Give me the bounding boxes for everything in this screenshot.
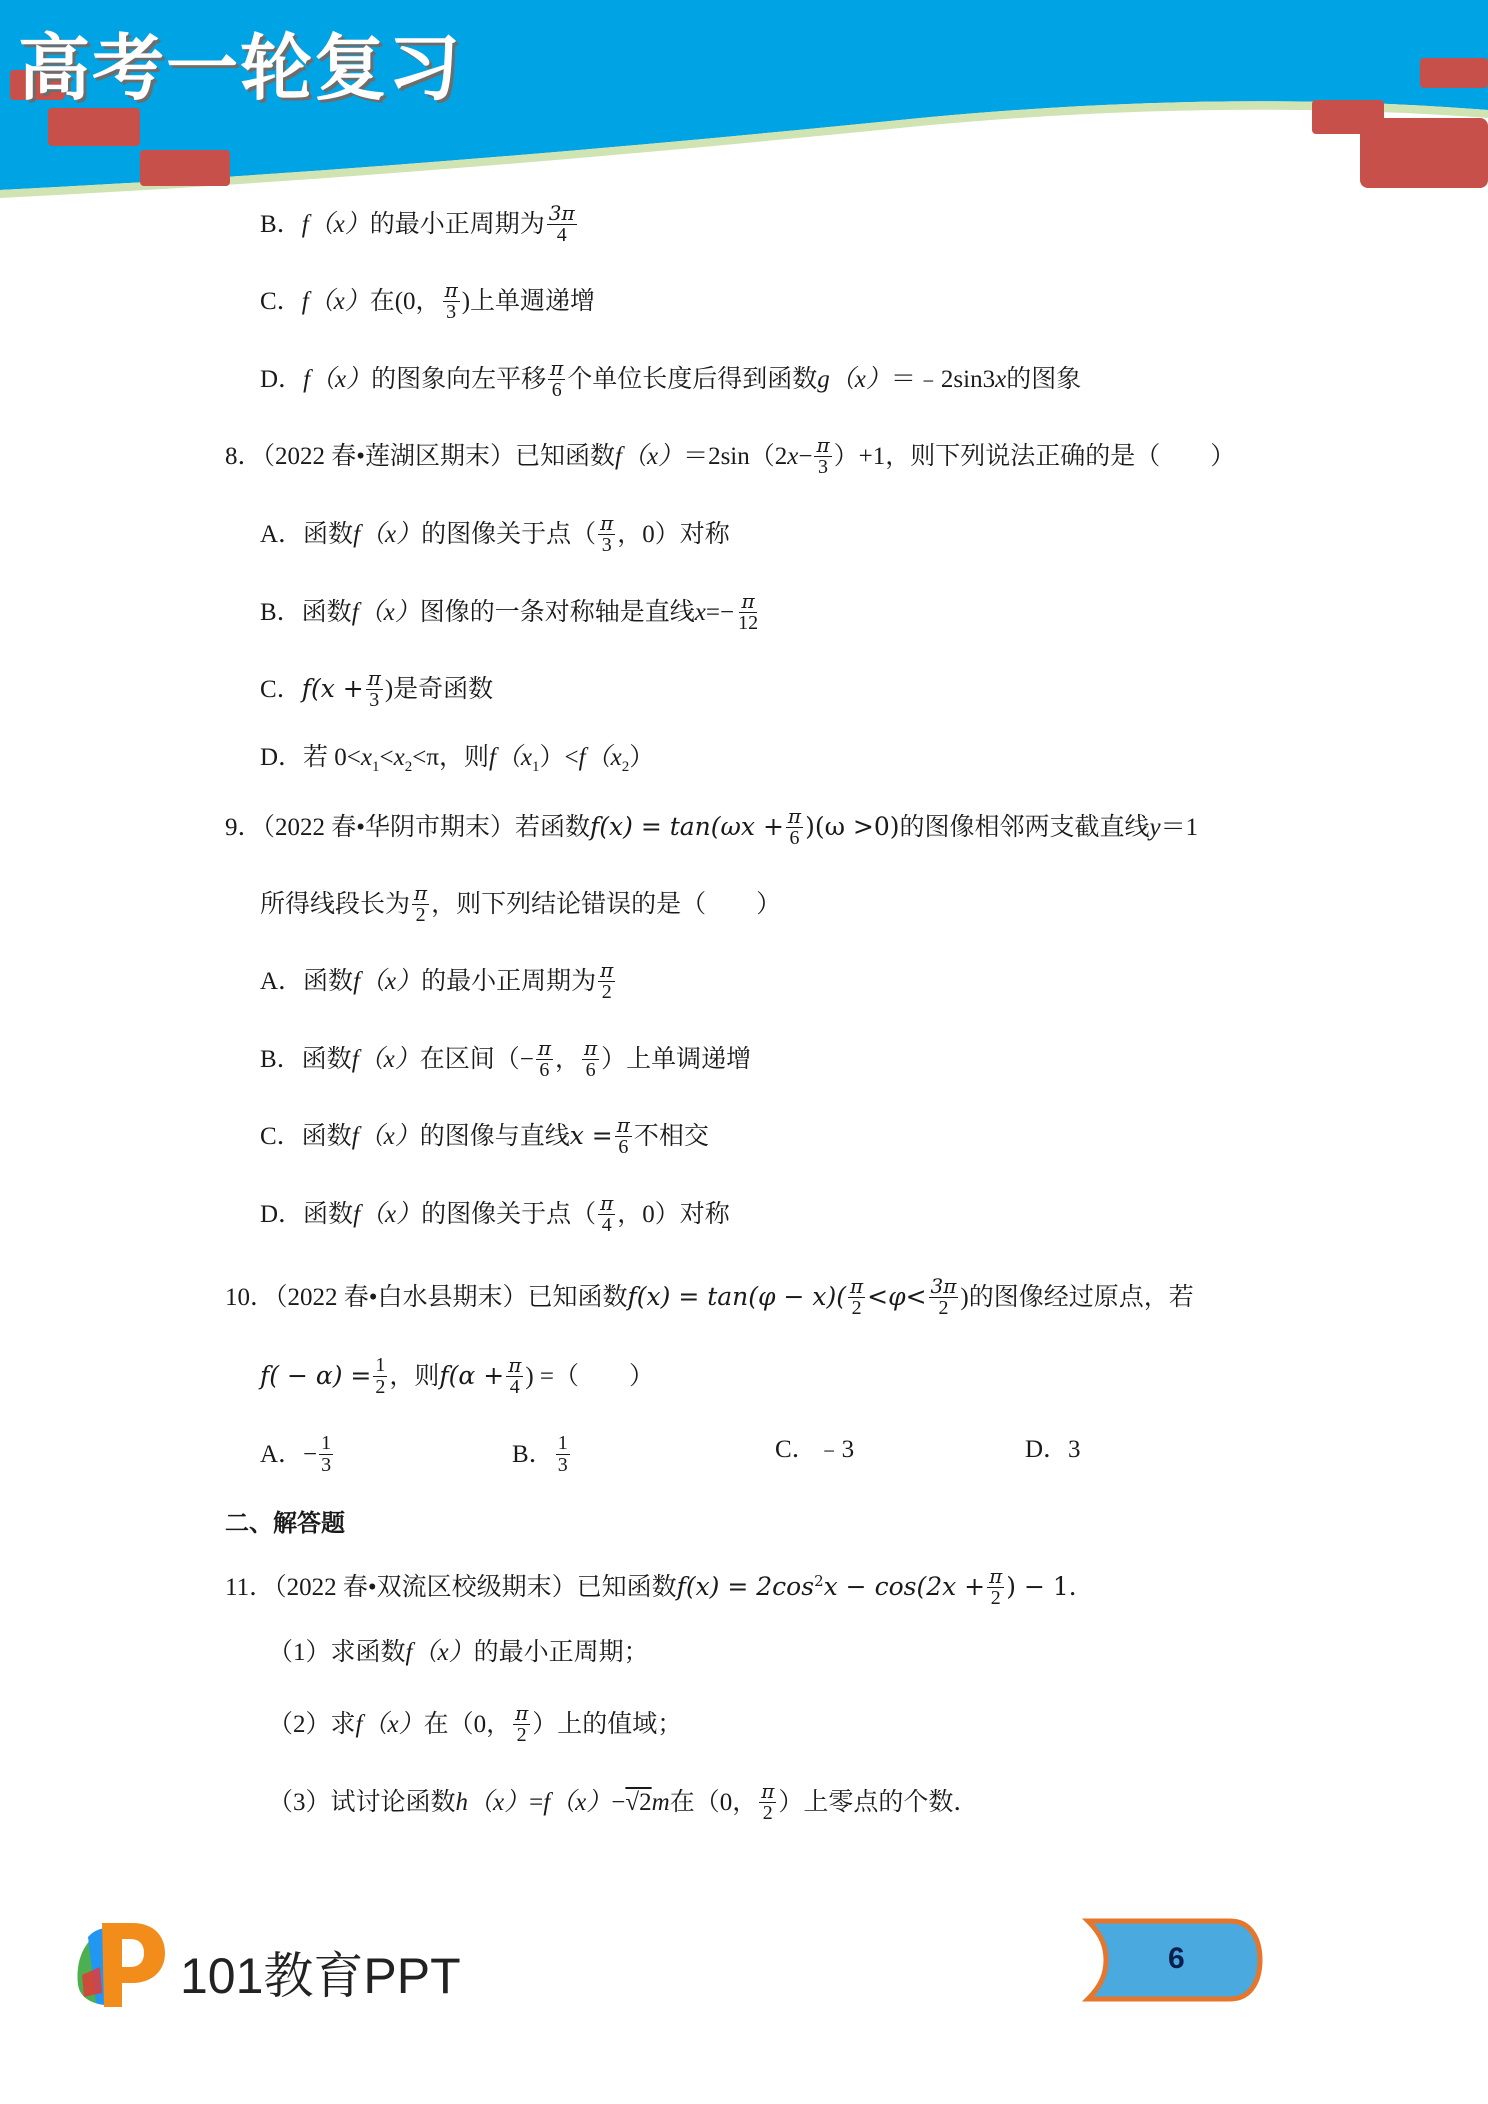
fraction: $\frac{3\pi}{2}$ xyxy=(930,1274,957,1319)
q8-stem: 8．（2022 春•莲湖区期末）已知函数f（x）＝2sin（2x− $\frac{\pi}{3}$ ）+1，则下列说法正确的是（ ） xyxy=(225,433,1236,478)
q11-part-2: （2）求f（x）在（0， $\frac{\pi}{2}$ ）上的值域； xyxy=(268,1701,683,1746)
fraction: $\frac{\pi}{3}$ xyxy=(600,511,614,556)
page-number: 6 xyxy=(1168,1942,1185,1975)
fraction: $\frac{\pi}{4}$ xyxy=(600,1191,614,1236)
brand-logo-icon xyxy=(70,1915,170,2015)
q8-option-b: B．函数f（x）图像的一条对称轴是直线x=− $\frac{\pi}{12}$ xyxy=(260,589,759,634)
fraction: $\frac{\pi}{2}$ xyxy=(849,1274,864,1319)
q10-option-b: B． $\frac{1}{3}$ xyxy=(512,1432,568,1476)
q9-stem-line2: 所得线段长为 $\frac{\pi}{2}$ ，则下列结论错误的是（ ） xyxy=(260,881,782,926)
q9-option-a: A．函数f（x）的最小正周期为 $\frac{\pi}{2}$ xyxy=(260,958,614,1003)
q10-stem-line1: 10．（2022 春•白水县期末）已知函数f(x) = tan(φ − x)( $\frac{\pi}{2}$ <φ< $\frac{3\pi}{2}$ )的图像经过原点，若 xyxy=(225,1274,1194,1319)
fraction: $\frac{3\pi}{4}$ xyxy=(548,201,575,246)
fraction: $\frac{\pi}{6}$ xyxy=(584,1036,598,1081)
fraction: $\frac{1}{3}$ xyxy=(321,1432,332,1476)
q9-option-d: D．函数f（x）的图像关于点（ $\frac{\pi}{4}$ ，0）对称 xyxy=(260,1191,730,1236)
fraction: $\frac{\pi}{12}$ xyxy=(738,589,759,634)
q7-option-d: D．f（x）的图象向左平移 $\frac{\pi}{6}$ 个单位长度后得到函数g（x）＝﹣2sin3x的图象 xyxy=(260,356,1082,401)
q10-option-c: C．﹣3 xyxy=(775,1436,855,1463)
fraction: $\frac{\pi}{6}$ xyxy=(787,804,802,849)
q11-part-3: （3）试讨论函数h（x）=f（x）−√2m在（0， $\frac{\pi}{2}$ ）上零点的个数． xyxy=(268,1779,979,1824)
q10-option-d: D．3 xyxy=(1025,1436,1081,1463)
fraction: $\frac{\pi}{6}$ xyxy=(616,1113,630,1158)
q10-option-a: A．− $\frac{1}{3}$ xyxy=(260,1432,332,1476)
q10-stem-line2: f( − α) = $\frac{1}{2}$ ，则f(α + $\frac{\pi}{4}$ ) =（ ） xyxy=(260,1353,655,1398)
fraction: $\frac{\pi}{2}$ xyxy=(414,881,428,926)
fraction: $\frac{\pi}{2}$ xyxy=(515,1701,529,1746)
q9-option-b: B．函数f（x）在区间（− $\frac{\pi}{6}$ ， $\frac{\pi}{6}$ ）上单调递增 xyxy=(260,1036,752,1081)
fraction: $\frac{1}{3}$ xyxy=(557,1432,568,1476)
fraction: $\frac{\pi}{6}$ xyxy=(537,1036,551,1081)
q8-option-a: A．函数f（x）的图像关于点（ $\frac{\pi}{3}$ ，0）对称 xyxy=(260,511,730,556)
fraction: $\frac{\pi}{2}$ xyxy=(600,958,614,1003)
fraction: $\frac{\pi}{6}$ xyxy=(550,356,564,401)
fraction: $\frac{\pi}{4}$ xyxy=(508,1353,522,1398)
fraction: $\frac{\pi}{2}$ xyxy=(989,1564,1003,1609)
fraction: $\frac{\pi}{3}$ xyxy=(444,278,458,323)
q9-option-c: C．函数f（x）的图像与直线x = $\frac{\pi}{6}$ 不相交 xyxy=(260,1113,709,1158)
fraction: $\frac{\pi}{3}$ xyxy=(367,666,381,711)
q8-option-c: C．f(x + $\frac{\pi}{3}$ )是奇函数 xyxy=(260,666,494,711)
q11-stem: 11．（2022 春•双流区校级期末）已知函数$f(x) = 2\cos^2x - \cos(2x$ + $\frac{\pi}{2}$ ) − 1． xyxy=(225,1564,1094,1609)
q7-option-b: B．f（x）的最小正周期为 $\frac{3\pi}{4}$ xyxy=(260,201,575,246)
q11-part-1: （1）求函数f（x）的最小正周期； xyxy=(268,1639,649,1666)
header-title: 高考一轮复习 xyxy=(18,26,463,110)
q7-option-c: C．f（x）在(0， $\frac{\pi}{3}$ )上单週递增 xyxy=(260,278,596,323)
q8-option-d: D．若 $0<x_1<x_2<\pi$，则$f(x_1)<f(x_2)$ xyxy=(260,744,655,775)
brand-name: 101教育PPT xyxy=(180,1948,461,2004)
fraction: $\frac{\pi}{2}$ xyxy=(761,1779,775,1824)
q9-stem-line1: 9．（2022 春•华阴市期末）若函数f(x) = tan(ωx + $\frac{\pi}{6}$ )(ω >0)的图像相邻两支截直线y＝1 xyxy=(225,804,1199,849)
fraction: $\frac{\pi}{3}$ xyxy=(816,433,830,478)
fraction: $\frac{1}{2}$ xyxy=(375,1354,386,1398)
section-heading: 二、解答题 xyxy=(225,1509,345,1537)
